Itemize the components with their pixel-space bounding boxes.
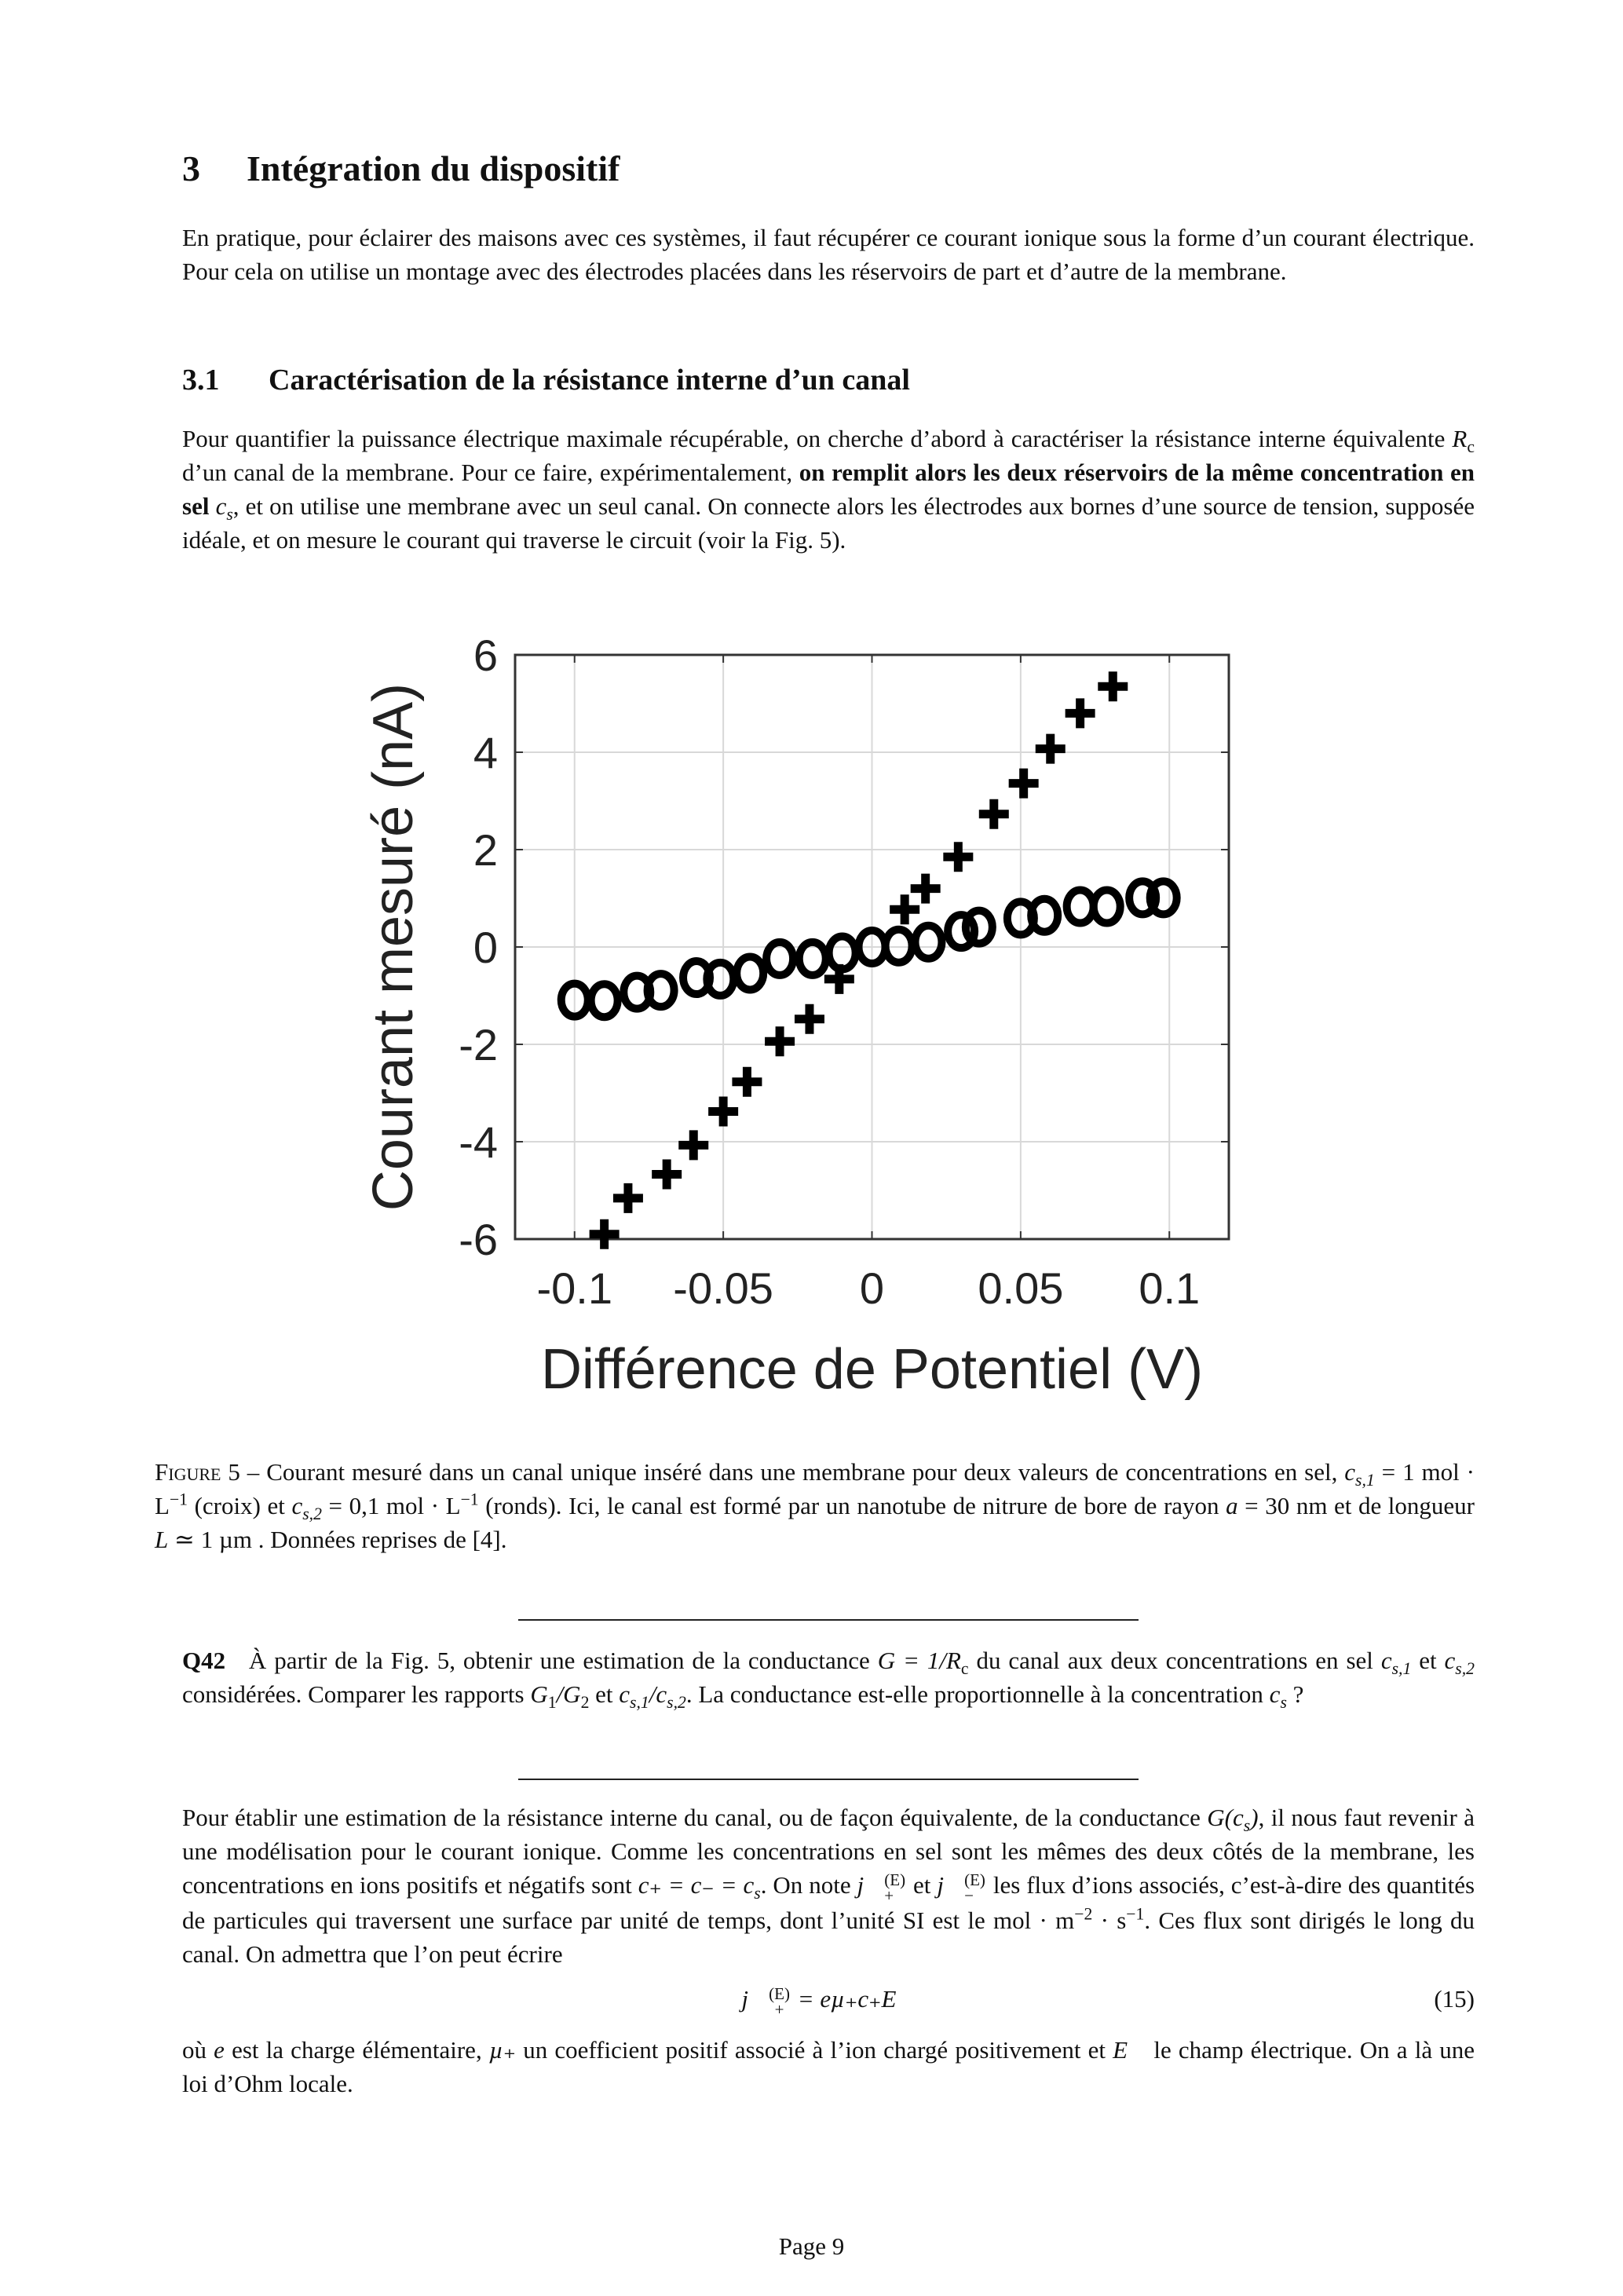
math-supsub	[884, 1872, 905, 1903]
math: c	[1444, 1647, 1456, 1674]
x-tick-label: 0.1	[1139, 1263, 1201, 1313]
math-sub: s,1	[1391, 1659, 1412, 1679]
section-title: Intégration du dispositif	[247, 148, 620, 188]
math: c₊ = c₋ = c	[638, 1871, 755, 1899]
math: a	[1226, 1492, 1238, 1519]
text: . On note	[760, 1871, 857, 1899]
math: j⃗	[937, 1871, 963, 1899]
section-number: 3	[182, 148, 200, 188]
text: le champ électrique. On a là une loi d’Ohm locale.	[182, 2036, 1475, 2097]
x-axis-label: Différence de Potentiel (V)	[540, 1338, 1204, 1401]
math: c	[619, 1680, 631, 1708]
text: = 1 mol · L	[155, 1458, 1475, 1519]
math-sup: (E)	[884, 1870, 906, 1889]
text: un coefficient positif associé à l’ion chargé positivement et	[516, 2036, 1113, 2064]
math-sub: s,2	[1455, 1659, 1475, 1679]
text: est la charge élémentaire,	[224, 2036, 489, 2064]
text: (ronds). Ici, le canal est formé par un nanotube de nitrure de bore de rayon	[478, 1492, 1226, 1519]
math: /G	[556, 1680, 581, 1708]
math-sub: s	[754, 1884, 761, 1903]
y-tick-label: 0	[473, 923, 498, 972]
y-tick-label: -2	[459, 1020, 498, 1069]
equation-15	[182, 1982, 1475, 2017]
math: E⃗	[1113, 2036, 1147, 2064]
bold-text: on remplit alors les deux réservoirs de la même concentration en sel	[182, 459, 1475, 520]
question-q42	[182, 1643, 1475, 1711]
math-sub: s	[1243, 1816, 1251, 1836]
math: c	[1344, 1458, 1356, 1486]
text: ?	[1286, 1680, 1304, 1708]
text: et	[589, 1680, 620, 1708]
math: R	[1452, 425, 1468, 452]
y-tick-label: -4	[459, 1117, 498, 1167]
math-sub: s,1	[630, 1693, 649, 1713]
y-tick-label: 4	[473, 728, 498, 777]
text: = 0,1 mol · L	[321, 1492, 461, 1519]
math-sub: c	[1467, 437, 1475, 457]
divider	[518, 1779, 1139, 1780]
math-sup: −1	[1126, 1904, 1145, 1924]
math-sub: c	[960, 1659, 969, 1679]
math: e	[214, 2036, 225, 2064]
math-sub: 2	[580, 1693, 590, 1713]
math: j⃗	[741, 1985, 768, 2013]
text: À partir de la Fig. 5, obtenir une estimation de la conductance	[248, 1647, 878, 1674]
text: . La conductance est-elle proportionnelle à la concentration	[685, 1680, 1270, 1708]
intro-paragraph: En pratique, pour éclairer des maisons avec ces systèmes, il faut récupérer ce courant ionique sous la forme d’un courant électrique. Pour cela on utilise un montage avec des électrodes placées dans les réservoirs de part et d’autre de la membrane.	[182, 224, 1475, 285]
y-tick-label: 2	[473, 825, 498, 875]
math-sup: −1	[169, 1490, 188, 1509]
math: )	[1250, 1804, 1259, 1831]
subsection-number: 3.1	[182, 364, 220, 397]
math-sub: +	[884, 1886, 894, 1905]
math: µ₊	[488, 2036, 517, 2064]
text: et	[1411, 1647, 1445, 1674]
math-sub: +	[774, 2000, 784, 2019]
model-section	[182, 1801, 1475, 2100]
y-axis-label: Courant mesuré (nA)	[362, 682, 425, 1212]
math: G(c	[1207, 1804, 1244, 1831]
text: ≃ 1 µm . Données reprises de [4].	[168, 1526, 507, 1553]
x-tick-label: 0	[859, 1263, 885, 1313]
math-sup: (E)	[769, 1984, 790, 2003]
math-sub: s,2	[302, 1504, 322, 1524]
text: les flux d’ions associés, c’est-à-dire des quantités de particules qui traversent une surface par unité de temps, dont l’unité SI est le mol · m	[182, 1871, 1475, 1934]
x-tick-label: 0.05	[978, 1263, 1064, 1313]
math-sub: s,2	[667, 1693, 686, 1713]
math: c	[215, 492, 227, 520]
math-sup: −2	[1074, 1904, 1093, 1924]
text: , il nous faut revenir à une modélisation pour le courant ionique. Comme les concentrations en sel sont les mêmes des deux côtés de la membrane, les concentrations en ions positifs et négatifs sont	[182, 1804, 1475, 1899]
math: G = 1/R	[877, 1647, 961, 1674]
math-sub: s,1	[1355, 1471, 1375, 1490]
math: c	[1380, 1647, 1392, 1674]
text: considérées. Comparer les rapports	[182, 1680, 531, 1708]
ohm-paragraph	[182, 2033, 1475, 2100]
text: du canal aux deux concentrations en sel	[968, 1647, 1381, 1674]
math: L	[155, 1526, 169, 1553]
math-sub: s	[1280, 1693, 1287, 1713]
text: (croix) et	[188, 1492, 292, 1519]
text: où	[182, 2036, 214, 2064]
text: . Ces flux sont dirigés le long du canal. On admettra que l’on peut écrire	[182, 1907, 1475, 1968]
math: G	[530, 1680, 548, 1708]
subsection-title: Caractérisation de la résistance interne d’un canal	[269, 364, 910, 397]
math: j⃗	[857, 1871, 883, 1899]
x-tick-label: -0.05	[673, 1263, 773, 1313]
math: /c	[649, 1680, 667, 1708]
math-supsub	[769, 1986, 790, 2017]
text: Pour établir une estimation de la résistance interne du canal, ou de façon équivalente, de la conductance	[182, 1804, 1208, 1831]
text: – Courant mesuré dans un canal unique inséré dans une membrane pour deux valeurs de concentrations en sel,	[239, 1458, 1345, 1486]
math: c	[1269, 1680, 1281, 1708]
math-sup: (E)	[964, 1870, 985, 1889]
caption-label: Figure 5	[155, 1458, 240, 1486]
math: = eµ₊c₊E⃗	[791, 1985, 916, 2013]
divider	[518, 1619, 1139, 1621]
math-sub: 1	[547, 1693, 557, 1713]
text: d’un canal de la membrane. Pour ce faire, expérimentalement,	[182, 459, 799, 486]
math: c	[291, 1492, 303, 1519]
equation-number: (15)	[1434, 1985, 1475, 2013]
page-number: Page 9	[778, 2232, 845, 2260]
text: et	[907, 1871, 938, 1899]
model-paragraph	[182, 1801, 1475, 1971]
question-label: Q42	[182, 1647, 226, 1674]
math-sub: s	[226, 505, 233, 525]
text: = 30 nm et de longueur	[1237, 1492, 1475, 1519]
y-tick-label: 6	[473, 631, 498, 680]
text: Pour quantifier la puissance électrique maximale récupérable, on cherche d’abord à caractériser la résistance interne équivalente	[182, 425, 1453, 452]
text: , et on utilise une membrane avec un seul canal. On connecte alors les électrodes aux bornes d’une source de tension, supposée idéale, et on mesure le courant qui traverse le circuit (voir la Fig. 5).	[182, 492, 1475, 554]
text: · s	[1092, 1907, 1127, 1934]
math-supsub	[964, 1872, 985, 1903]
math-sub: −	[964, 1886, 974, 1905]
x-tick-label: -0.1	[536, 1263, 612, 1313]
math-sup: −1	[460, 1490, 479, 1509]
y-tick-label: -6	[459, 1215, 498, 1264]
figure-caption	[155, 1455, 1475, 1556]
